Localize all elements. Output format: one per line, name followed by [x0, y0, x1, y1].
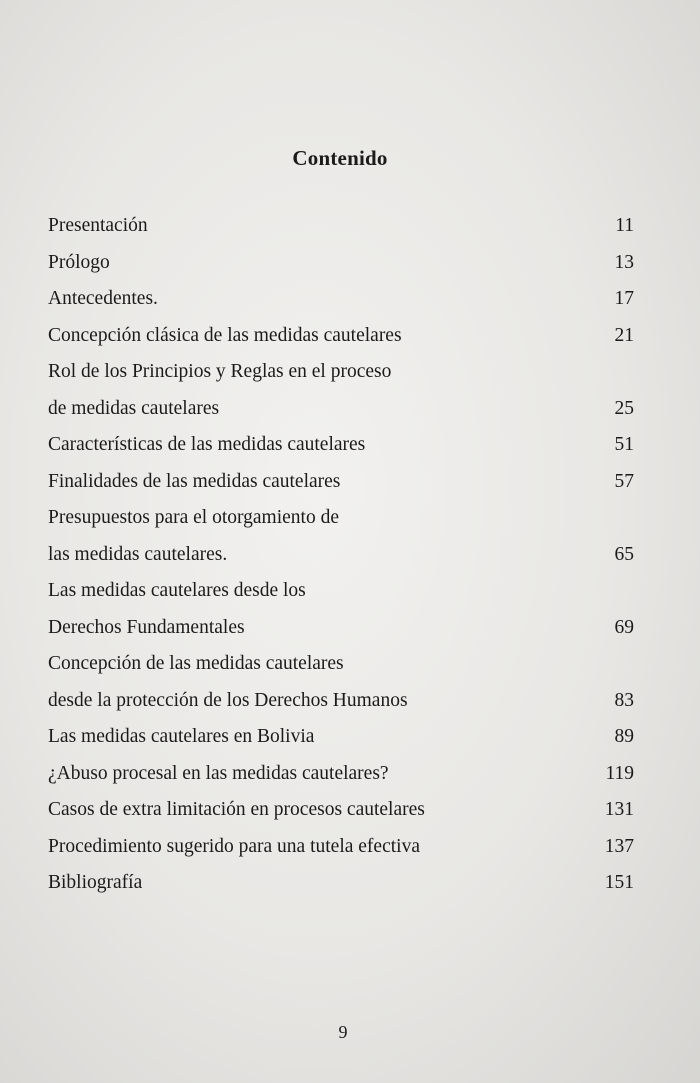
- toc-entry-line: [48, 865, 634, 902]
- toc-entry-line: [48, 646, 634, 683]
- toc-entry-line: [48, 208, 634, 245]
- toc-page-number: 83: [614, 689, 634, 711]
- toc-entry-line: [48, 573, 634, 610]
- toc-entry-line: [48, 792, 634, 829]
- dot-leader: [160, 286, 612, 306]
- toc-entry-title: Características de las medidas cautelares: [48, 434, 366, 455]
- toc-entry: [48, 208, 634, 245]
- toc-entry-line: [48, 829, 634, 866]
- toc-page-number: 119: [605, 762, 634, 784]
- toc-entry-line: [48, 427, 634, 464]
- dot-leader: [247, 614, 612, 634]
- toc-entry-title: ¿Abuso procesal en las medidas cautelares?: [48, 762, 389, 784]
- toc-entry: [48, 646, 634, 719]
- table-of-contents: [48, 208, 634, 902]
- dot-leader: [221, 395, 611, 415]
- toc-page-number: 131: [604, 799, 634, 820]
- toc-entry: [48, 245, 634, 282]
- toc-page-number: 65: [614, 543, 634, 565]
- toc-entry-line: [48, 610, 634, 647]
- toc-page-number: 57: [614, 470, 634, 492]
- toc-entry-line: [48, 537, 634, 574]
- page-number: 9: [338, 1022, 348, 1042]
- dot-leader: [391, 760, 603, 780]
- toc-entry: [48, 865, 634, 902]
- toc-entry-title: Rol de los Principios y Reglas en el proceso: [48, 361, 392, 382]
- toc-entry-title: Antecedentes.: [48, 288, 158, 309]
- toc-entry: [48, 756, 634, 793]
- toc-entry: [48, 427, 634, 464]
- toc-entry-line: [48, 391, 634, 428]
- toc-entry-title: Presupuestos para el otorgamiento de: [48, 507, 339, 528]
- toc-entry-title: Derechos Fundamentales: [48, 616, 245, 638]
- toc-entry-title: Las medidas cautelares desde los: [48, 580, 306, 601]
- toc-entry-line: [48, 354, 634, 391]
- dot-leader: [150, 213, 613, 233]
- toc-entry-title: las medidas cautelares.: [48, 543, 228, 565]
- toc-page-number: 151: [604, 872, 634, 893]
- toc-entry: [48, 719, 634, 756]
- toc-page-number: 25: [614, 397, 634, 419]
- dot-leader: [342, 468, 611, 488]
- toc-entry-title: Concepción clásica de las medidas cautelares: [48, 324, 402, 346]
- toc-entry-title: Procedimiento sugerido para una tutela efectiva: [48, 835, 420, 857]
- toc-entry-title: desde la protección de los Derechos Humanos: [48, 689, 408, 711]
- toc-page-number: 69: [614, 616, 634, 638]
- dot-leader: [410, 687, 612, 707]
- toc-entry-title: de medidas cautelares: [48, 397, 220, 419]
- toc-page-number: 13: [614, 251, 634, 273]
- dot-leader: [422, 833, 602, 853]
- dot-leader: [316, 724, 611, 744]
- dot-leader: [427, 797, 602, 817]
- toc-entry: [48, 464, 634, 501]
- toc-entry-title: Las medidas cautelares en Bolivia: [48, 726, 315, 747]
- toc-entry: [48, 829, 634, 866]
- toc-page-number: 137: [604, 835, 634, 857]
- toc-entry: [48, 318, 634, 355]
- toc-entry-title: Finalidades de las medidas cautelares: [48, 470, 341, 492]
- toc-entry-title: Bibliografía: [48, 872, 143, 893]
- dot-leader: [112, 249, 612, 269]
- toc-entry: [48, 281, 634, 318]
- toc-entry-line: [48, 245, 634, 282]
- toc-entry-title: Casos de extra limitación en procesos cautelares: [48, 799, 425, 820]
- dot-leader: [404, 322, 612, 342]
- toc-page-number: 17: [614, 288, 634, 309]
- toc-entry-line: [48, 719, 634, 756]
- toc-entry-title: Prólogo: [48, 251, 110, 273]
- toc-entry-line: [48, 683, 634, 720]
- toc-entry-line: [48, 318, 634, 355]
- dot-leader: [229, 541, 611, 561]
- toc-entry-line: [48, 756, 634, 793]
- toc-page-number: 89: [614, 726, 634, 747]
- toc-entry: [48, 792, 634, 829]
- toc-entry-title: Concepción de las medidas cautelares: [48, 653, 344, 674]
- toc-page-number: 51: [614, 434, 634, 455]
- toc-entry-line: [48, 500, 634, 537]
- toc-entry-line: [48, 464, 634, 501]
- page-title: Contenido: [292, 146, 388, 170]
- dot-leader: [367, 432, 611, 452]
- toc-page-number: 11: [615, 215, 634, 236]
- toc-entry-title: Presentación: [48, 215, 148, 236]
- dot-leader: [144, 870, 602, 890]
- toc-page-number: 21: [614, 324, 634, 346]
- toc-entry-line: [48, 281, 634, 318]
- toc-entry: [48, 354, 634, 427]
- toc-entry: [48, 573, 634, 646]
- toc-entry: [48, 500, 634, 573]
